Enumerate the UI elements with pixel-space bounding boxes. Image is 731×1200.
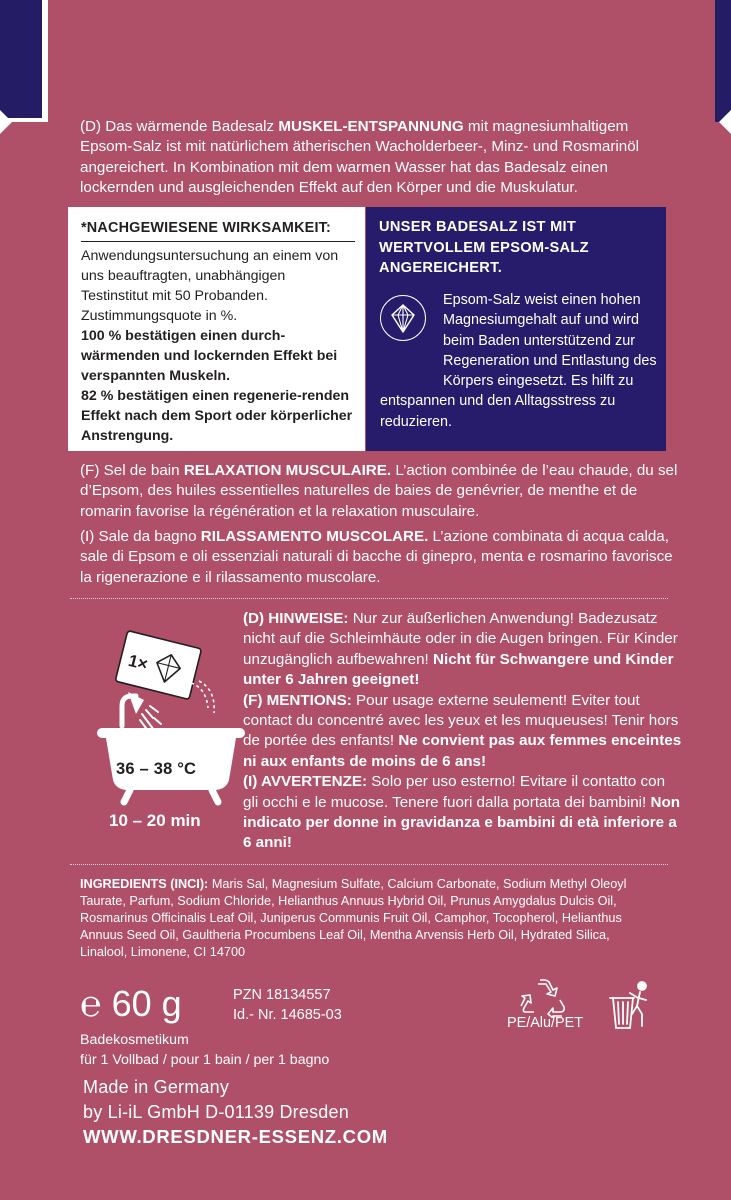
pzn-number: PZN 18134557 <box>233 987 331 1003</box>
packaging-material: PE/Alu/PET <box>507 1015 583 1031</box>
tear-notch-left <box>0 110 12 134</box>
it-text: L’azione combinata di acqua calda, sale di Epsom e oli essenziali naturali di bacche di ginepro, menta e rosmarino favorisce la rigenerazione e il rilassamento muscolare. <box>80 528 673 586</box>
efficacy-intro: Anwendungsuntersuchung an einem von uns beauftragten, unabhängigen Testinstitut mit 50 Probanden. Zustimmungsquote in %. <box>81 248 339 324</box>
bin-icon <box>604 980 654 1032</box>
ingredients-label: INGREDIENTS (INCI): <box>80 877 209 891</box>
warning-de-label: (D) HINWEISE: <box>243 610 349 627</box>
warning-it-label: (I) AVVERTENZE: <box>243 773 368 791</box>
temperature-label: 36 – 38 °C <box>116 760 197 778</box>
fr-text: L’action combinée de l’eau chaude, du sel d’Epsom, des huiles essentielles naturelles de baies de genévrier, de menthe et de romarin favorise la régénération et la relaxation musculaire. <box>80 462 678 520</box>
top-right-seal <box>715 0 731 122</box>
divider-top <box>70 598 668 599</box>
epsom-heading: UNSER BADESALZ IST MIT WERTVOLLEM EPSOM-SALZ ANGEREICHERT. <box>379 219 589 276</box>
product-codes <box>233 985 342 1025</box>
warnings <box>243 609 683 854</box>
manufacturer-info <box>83 1075 349 1124</box>
intro-text: mit magnesiumhaltigem Epsom-Salz ist mit natürlichem ätherischen Wacholderbeer-, Minz- und Rosmarinöl angereichert. In Kombination mit dem warmen Wasser hat das Badesalz einen lockernden und ausgleichenden Effekt auf den Körper und die Muskulatur. <box>80 118 640 196</box>
ingredients-text: Maris Sal, Magnesium Sulfate, Calcium Carbonate, Sodium Methyl Oleoyl Taurate, Parfum, Sodium Chloride, Helianthus Annuus Hybrid Oil, Prunus Amygdalus Dulcis Oil, Rosmarinus Officinalis Leaf Oil, Juniperus Communis Fruit Oil, Camphor, Tocopherol, Helianthus Annuus Seed Oil, Gaultheria Procumbens Leaf Oil, Mentha Arvensis Herb Oil, Hydrated Silica, Linalool, Limonene, CI 14700 <box>80 877 627 959</box>
company-address: by Li-iL GmbH D-01139 Dresden <box>83 1101 349 1122</box>
warning-fr-label: (F) MENTIONS: <box>243 691 352 709</box>
warning-fr-text: Pour usage externe seulement! Eviter tout contact du concentré avec les yeux et les muqueuses! Tenir hors de portée des enfants! <box>243 691 679 750</box>
product-name-fr: RELAXATION MUSCULAIRE. <box>183 462 392 479</box>
it-prefix: (I) Sale da bagno <box>80 528 201 545</box>
sachet-count: 1× <box>126 650 150 675</box>
warning-it-text: Solo per uso esterno! Evitare il contatto con gli occhi e le mucose. Tenere fuori dalla portata dei bambini! <box>243 773 666 811</box>
divider-bottom <box>70 864 668 865</box>
ingredients-list <box>80 876 655 961</box>
warning-french <box>243 691 683 773</box>
duration-label: 10 – 20 min <box>109 811 201 830</box>
intro-german <box>80 117 680 198</box>
warning-de-text: Nur zur äußerlichen Anwendung! Badezusatz nicht auf die Schleimhäute oder in die Augen bringen. Für Kinder unzugänglich aufbewahren! <box>243 610 678 668</box>
epsom-description: Epsom-Salz weist einen hohen Magnesiumgehalt auf und wird beim Baden unterstützend zur Regeneration und Entlastung des Körpers eingesetzt. Es hilft zu entspannen und den Alltagsstress zu reduzieren. <box>380 292 657 430</box>
intro-prefix: (D) Das wärmende Badesalz <box>80 118 279 135</box>
warning-italian <box>243 772 683 854</box>
epsom-box <box>366 207 666 451</box>
fr-prefix: (F) Sel de bain <box>80 462 184 479</box>
efficacy-claim-1: 100 % bestätigen einen durch-wärmenden und lockernden Effekt bei verspannten Muskeln. <box>81 328 338 384</box>
recycle-icon <box>520 978 570 1018</box>
portion-info: für 1 Vollbad / pour 1 bain / per 1 bagno <box>80 1051 330 1068</box>
tear-notch-right <box>719 110 731 134</box>
epsom-text <box>380 290 660 432</box>
shower-head-icon <box>122 692 161 730</box>
made-in: Made in Germany <box>83 1077 230 1097</box>
sachet-card <box>115 631 201 700</box>
efficacy-heading: *NACHGEWIESENE WIRKSAMKEIT: <box>81 218 355 242</box>
warning-german <box>243 609 683 691</box>
description-french <box>80 461 680 522</box>
weight-value: 60 g <box>111 983 182 1024</box>
net-weight <box>80 984 182 1024</box>
description-italian <box>80 527 680 588</box>
bath-usage-illustration <box>96 618 246 838</box>
warning-de-bold: Nicht für Schwangere und Kinder unter 6 Jahren geeignet! <box>243 650 674 689</box>
product-category: Badekosmetikum <box>80 1032 189 1048</box>
warning-it-bold: Non indicato per donne in gravidanza e bambini di età inferiore a 6 anni! <box>243 793 681 852</box>
efficacy-box <box>68 207 365 451</box>
id-number: Id.- Nr. 14685-03 <box>233 1007 342 1023</box>
product-name-de: MUSKEL-ENTSPANNUNG <box>278 118 464 135</box>
product-name-it: RILASSAMENTO MUSCOLARE. <box>200 528 429 545</box>
estimated-sign: ℮ <box>80 983 102 1024</box>
website-url: WWW.DRESDNER-ESSENZ.COM <box>83 1126 388 1147</box>
warning-fr-bold: Ne convient pas aux femmes enceintes ni aux enfants de moins de 6 ans! <box>243 732 682 770</box>
product-type <box>80 1031 329 1070</box>
efficacy-claim-2: 82 % bestätigen einen regenerie-renden Effekt nach dem Sport oder körperlicher Anstrengung. <box>81 388 353 444</box>
top-left-seal <box>0 0 48 122</box>
